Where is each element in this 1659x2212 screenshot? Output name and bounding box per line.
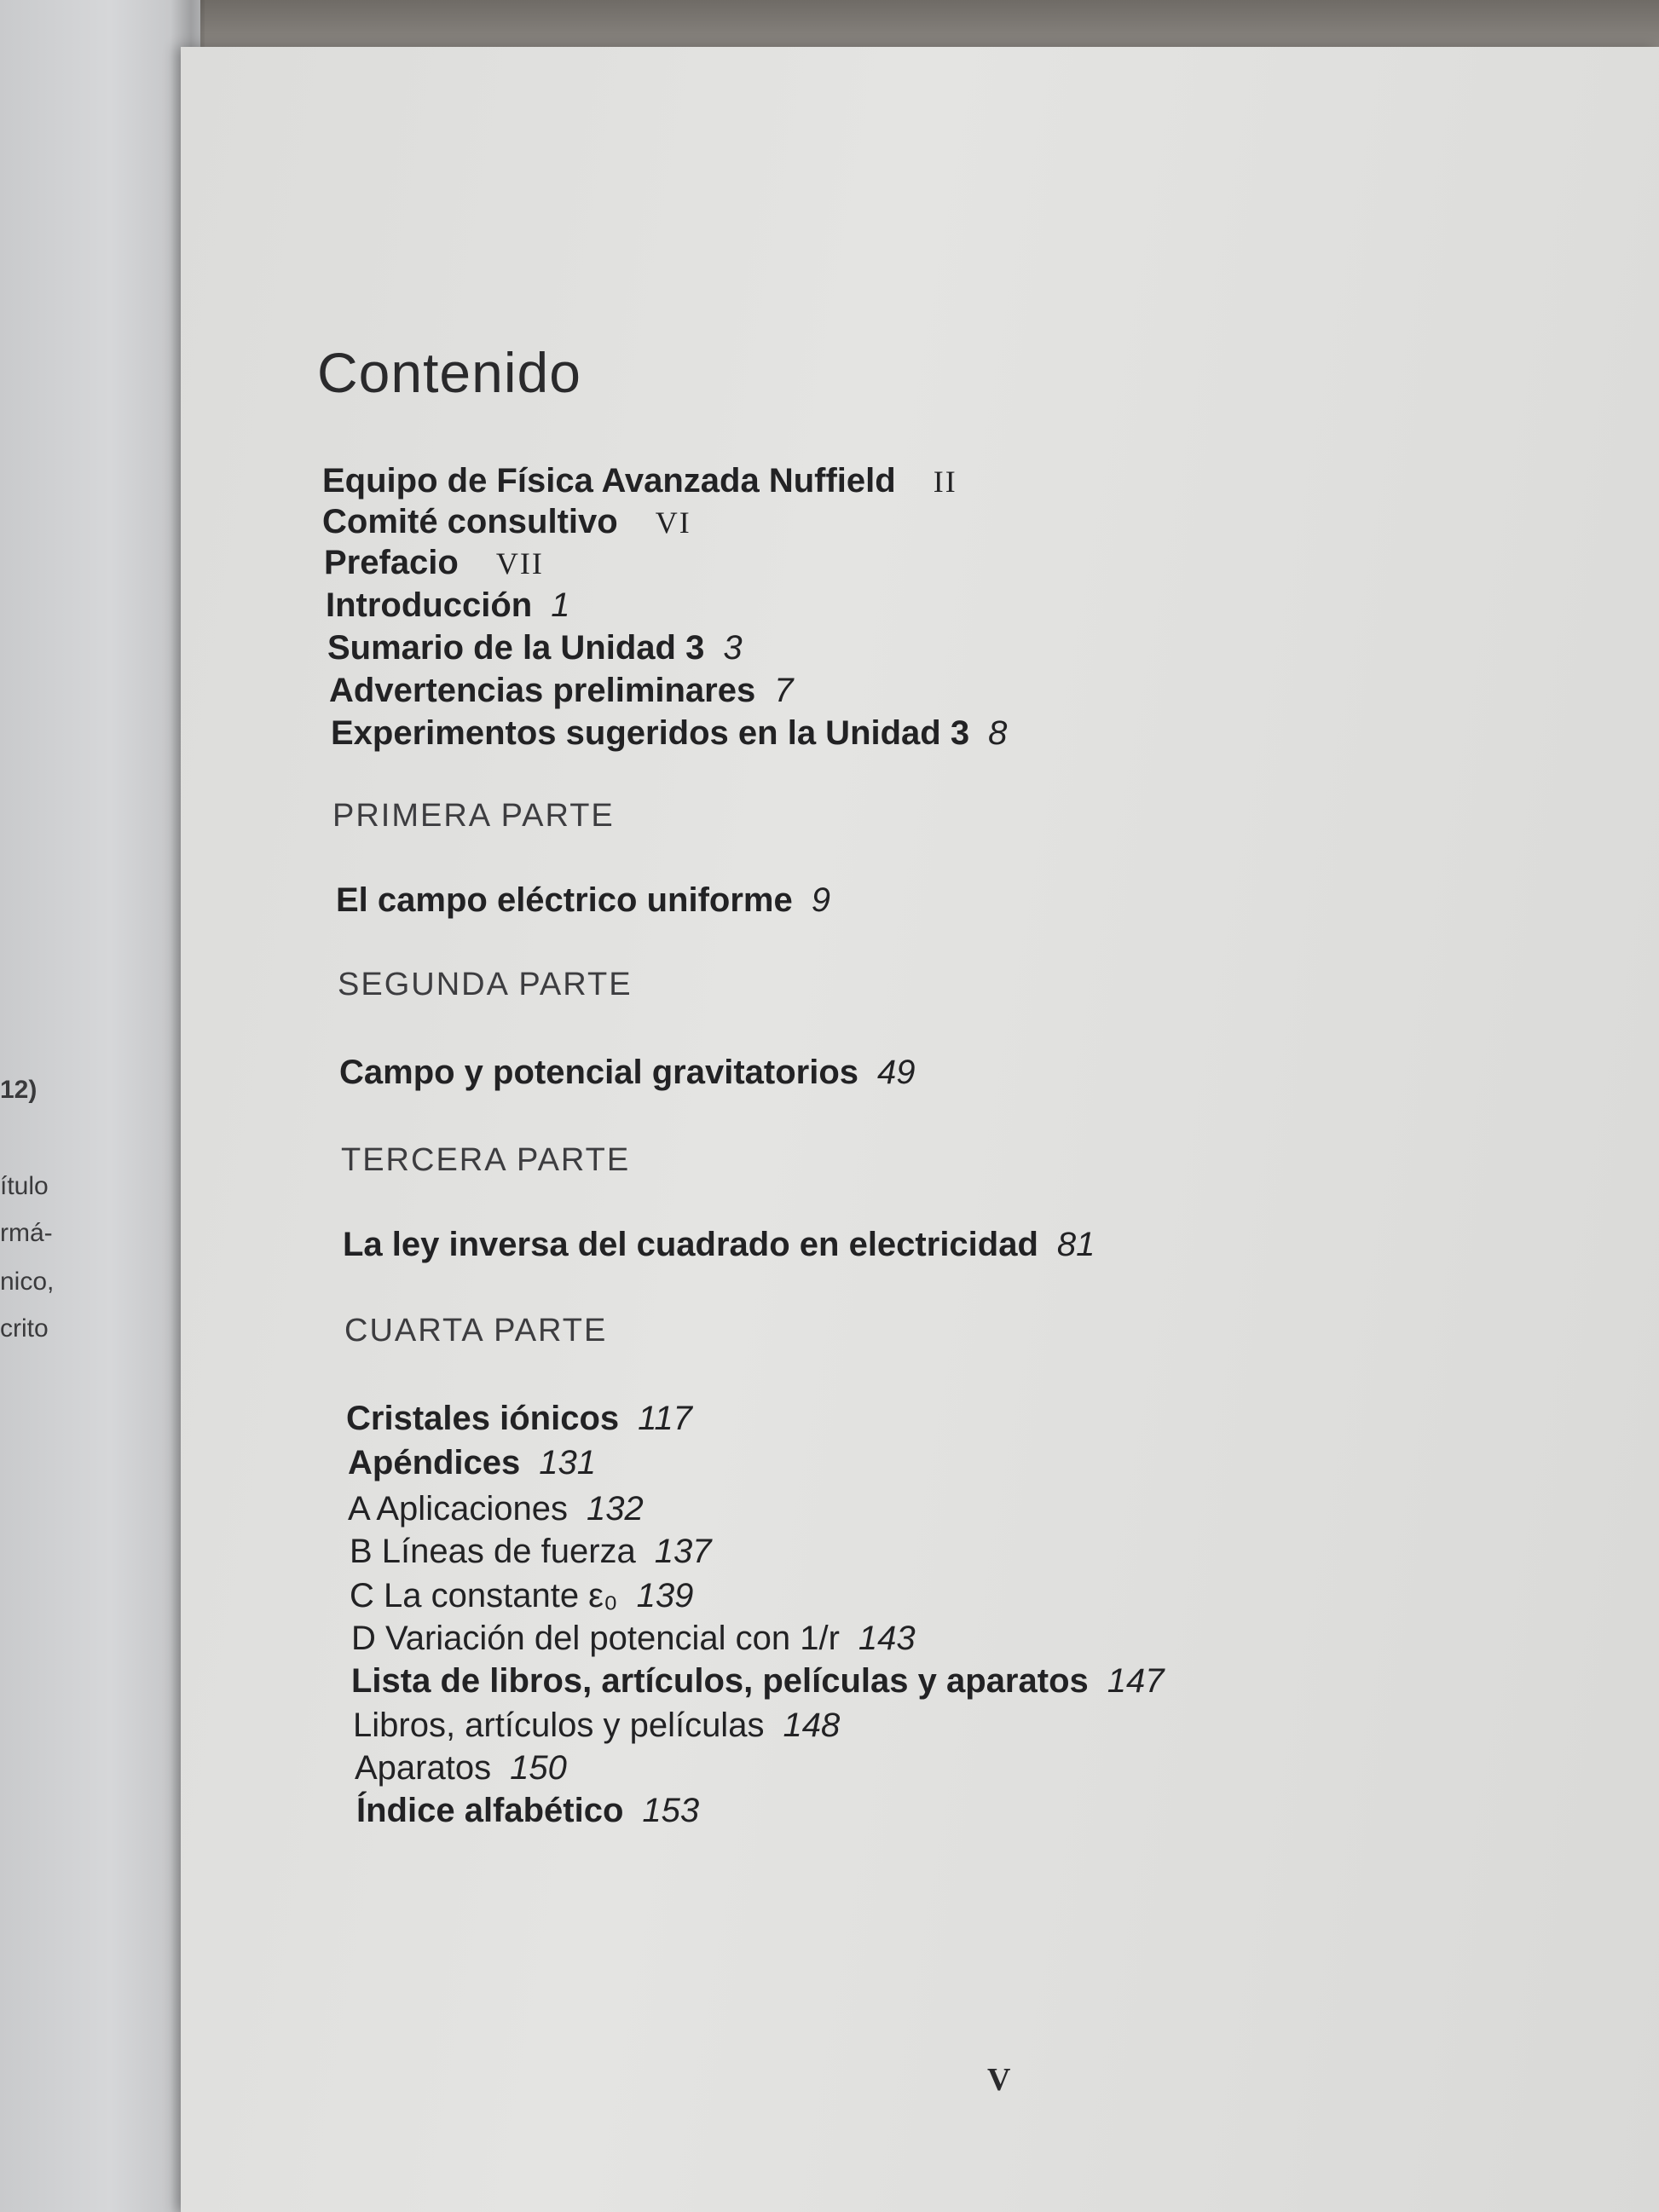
toc-page-number: 81 (1056, 1226, 1095, 1263)
page-title: Contenido (317, 341, 581, 405)
toc-entry (353, 1705, 840, 1746)
toc-page-number: 8 (988, 714, 1008, 752)
toc-part-heading (338, 963, 633, 1005)
toc-entry-title: PRIMERA PARTE (332, 798, 615, 834)
toc-entry-title: Campo y potencial gravitatorios (339, 1054, 859, 1091)
toc-entry-title: Apéndices (348, 1444, 521, 1481)
toc-entry (327, 627, 743, 668)
toc-page-number: 153 (642, 1792, 700, 1829)
toc-entry-title: B Líneas de fuerza (350, 1533, 636, 1570)
left-page-fragment: 12) (0, 1076, 38, 1104)
toc-entry-title: La ley inversa del cuadrado en electricidad (343, 1226, 1038, 1263)
toc-entry (336, 880, 830, 921)
toc-entry (351, 1660, 1165, 1701)
toc-entry (350, 1531, 712, 1572)
toc-entry-title: Experimentos sugeridos en la Unidad 3 (331, 714, 970, 752)
toc-page-number: 131 (539, 1444, 597, 1481)
toc-entry (339, 1052, 916, 1093)
toc-entry-title: Comité consultivo (322, 503, 618, 540)
toc-entry-title: D Variación del potencial con 1/r (351, 1620, 840, 1657)
toc-entry-title: A Aplicaciones (348, 1490, 568, 1528)
toc-part-heading (341, 1139, 630, 1181)
toc-entry (350, 1575, 693, 1616)
top-edge (0, 0, 1659, 51)
toc-entry (322, 501, 691, 543)
toc-entry-title: Libros, artículos y películas (353, 1707, 765, 1744)
toc-entry-title: TERCERA PARTE (341, 1142, 631, 1178)
toc-entry (355, 1747, 567, 1788)
page-folio: V (987, 2062, 1011, 2098)
toc-page-number: VI (655, 505, 691, 540)
toc-part-heading (332, 794, 615, 836)
toc-entry (351, 1618, 916, 1659)
left-page-fragment: crito (0, 1314, 49, 1343)
toc-page-number: 148 (783, 1707, 841, 1744)
toc-entry-title: Lista de libros, artículos, películas y aparatos (351, 1662, 1089, 1700)
toc-page-number: 137 (654, 1533, 712, 1570)
toc-page-number: 147 (1107, 1662, 1165, 1700)
toc-page-number: 117 (638, 1400, 692, 1437)
toc-part-heading (344, 1309, 607, 1351)
toc-entry-title: Aparatos (355, 1749, 492, 1787)
toc-entry-title: SEGUNDA PARTE (338, 967, 633, 1002)
toc-page-number: 49 (877, 1054, 916, 1091)
toc-entry-title: Índice alfabético (356, 1792, 624, 1829)
toc-entry (356, 1790, 699, 1831)
toc-page-number: VII (495, 546, 544, 580)
toc-entry (322, 460, 957, 502)
toc-entry-title: Advertencias preliminares (329, 672, 756, 709)
toc-entry-title: Introducción (326, 586, 533, 624)
toc-entry-title: Sumario de la Unidad 3 (327, 629, 705, 667)
toc-entry-title: Equipo de Física Avanzada Nuffield (322, 462, 896, 500)
toc-page-number: 139 (636, 1577, 694, 1614)
toc-page-number: 3 (723, 629, 743, 667)
left-page-fragment: rmá- (0, 1219, 53, 1247)
toc-entry-title: C La constante ε₀ (350, 1577, 618, 1614)
toc-entry (331, 713, 1007, 754)
toc-entry (329, 670, 793, 711)
toc-page-number: II (933, 465, 957, 499)
toc-entry (326, 585, 569, 626)
toc-page-number: 143 (858, 1620, 916, 1657)
toc-page-number: 7 (774, 672, 794, 709)
toc-entry-title: Prefacio (324, 544, 459, 581)
toc-entry (348, 1488, 644, 1529)
toc-entry (348, 1442, 596, 1483)
toc-entry (343, 1224, 1095, 1265)
toc-page-number: 132 (586, 1490, 644, 1528)
left-page-fragment: nico, (0, 1268, 55, 1296)
toc-page-number: 1 (551, 586, 570, 624)
toc-page-number: 9 (811, 881, 830, 919)
toc-entry (324, 542, 544, 584)
toc-entry-title: Cristales iónicos (346, 1400, 620, 1437)
toc-entry (346, 1398, 692, 1439)
toc-entry-title: CUARTA PARTE (344, 1313, 608, 1349)
toc-page-number: 150 (510, 1749, 567, 1787)
left-page-fragment: ítulo (0, 1172, 49, 1200)
toc-entry-title: El campo eléctrico uniforme (336, 881, 793, 919)
